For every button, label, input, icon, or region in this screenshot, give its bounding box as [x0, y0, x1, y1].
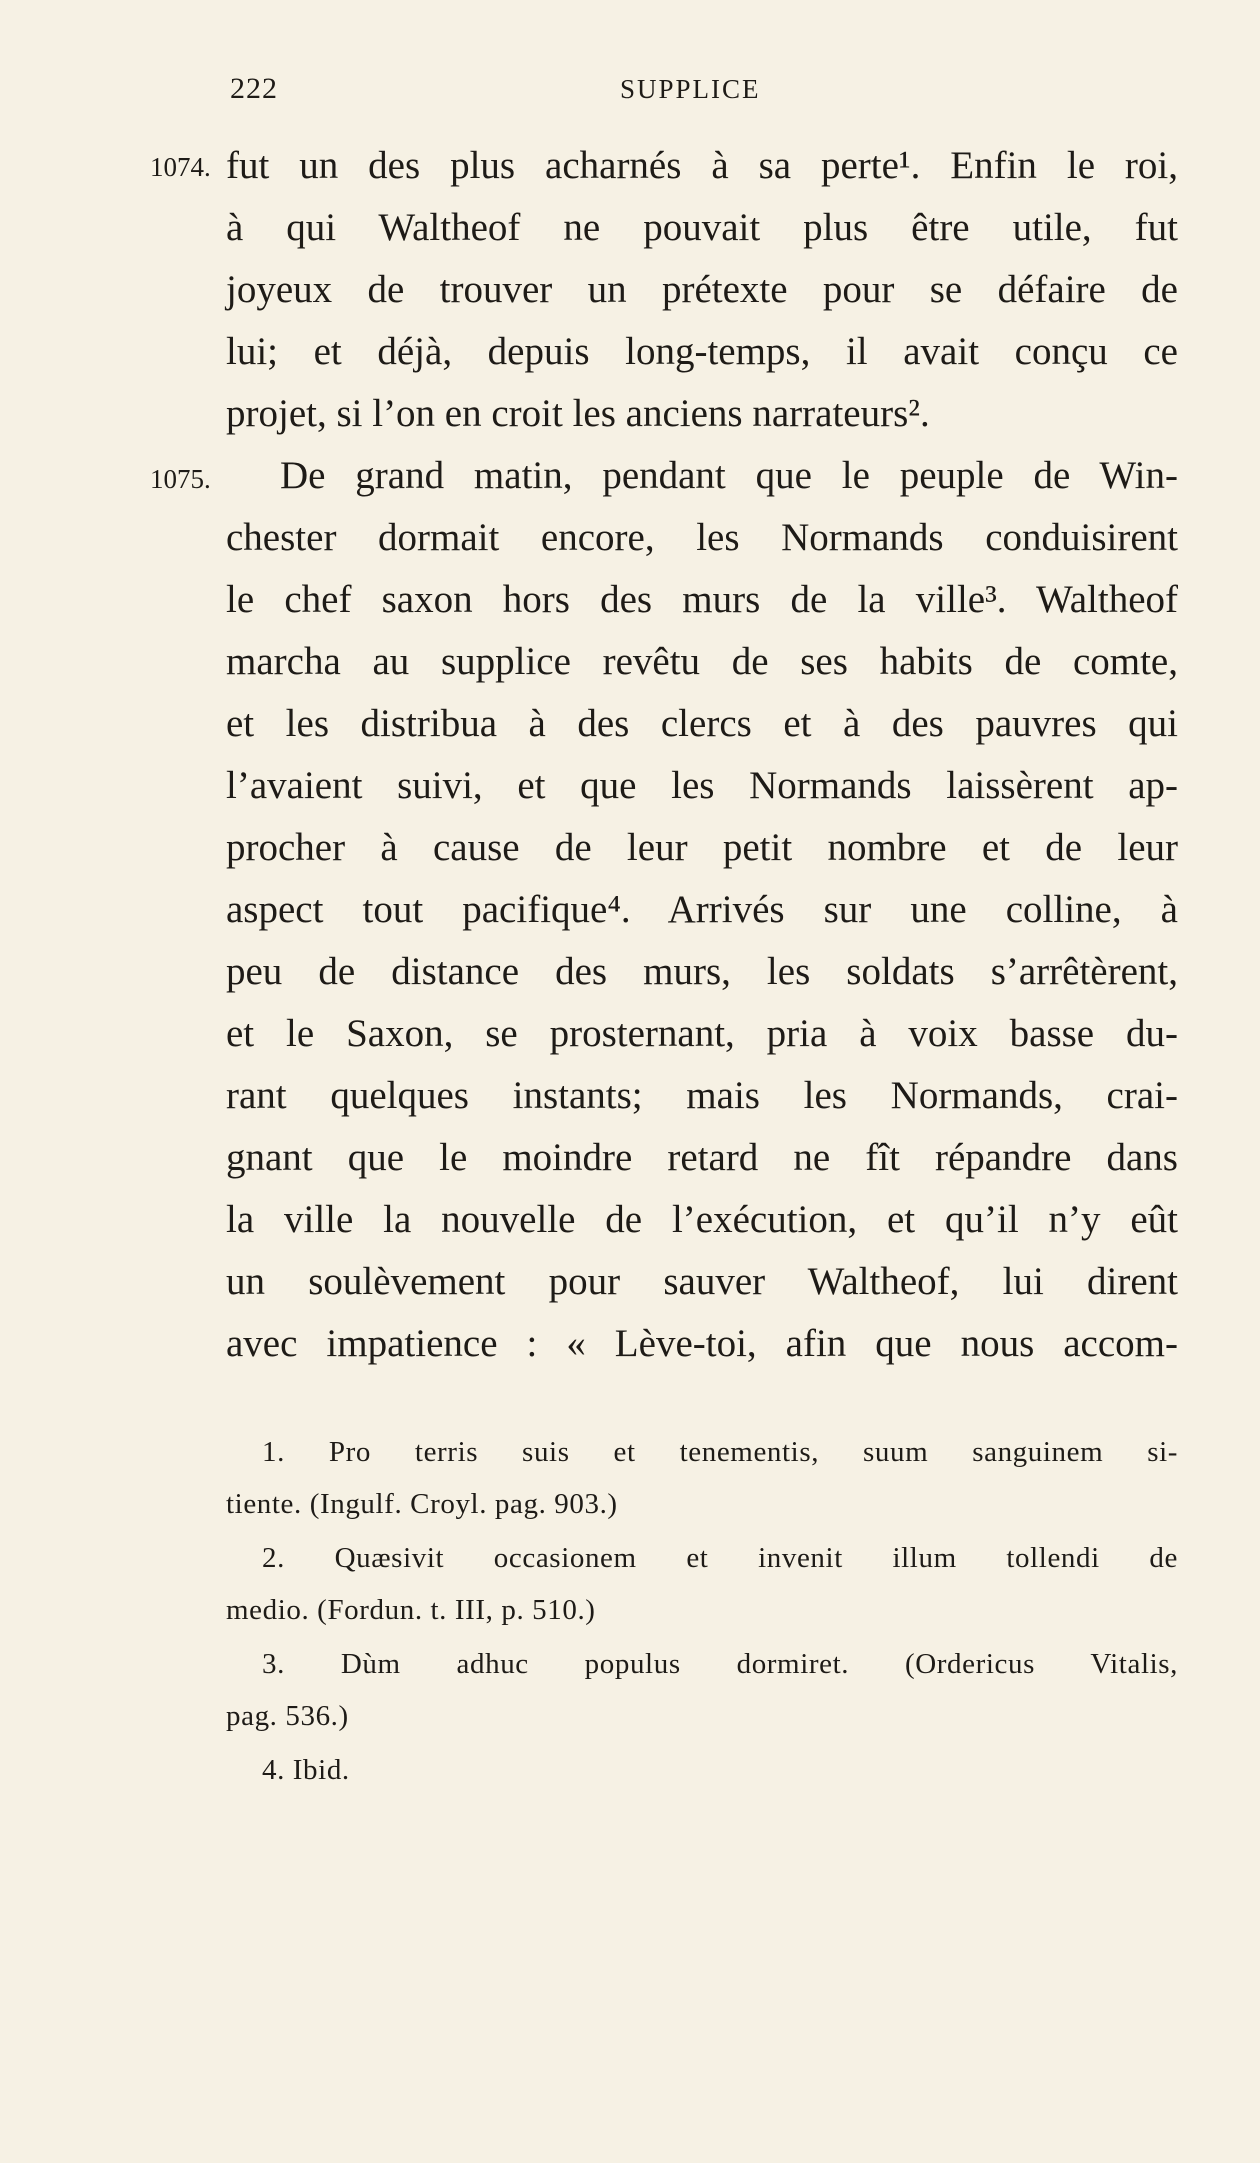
body-line: un soulèvement pour sauver Waltheof, lui dirent — [226, 1260, 1178, 1303]
body-line: De grand matin, pendant que le peuple de Win- — [280, 454, 1178, 497]
running-head — [0, 72, 1260, 112]
body-line: avec impatience : « Lève-toi, afin que nous accom- — [226, 1322, 1178, 1365]
footnote-4: 4. Ibid. — [262, 1754, 350, 1786]
body-line: marcha au supplice revêtu de ses habits de comte, — [226, 640, 1178, 683]
footnote-3-cont: pag. 536.) — [226, 1700, 349, 1732]
footnote-2: 2. Quæsivit occasionem et invenit illum tollendi de — [262, 1542, 1178, 1574]
body-line: joyeux de trouver un prétexte pour se défaire de — [226, 268, 1178, 311]
margin-year-1074: 1074. — [150, 152, 211, 182]
body-line: aspect tout pacifique⁴. Arrivés sur une colline, à — [226, 888, 1178, 931]
body-line: l’avaient suivi, et que les Normands laissèrent ap- — [226, 764, 1178, 807]
body-line: chester dormait encore, les Normands conduisirent — [226, 516, 1178, 559]
body-line: gnant que le moindre retard ne fît répandre dans — [226, 1136, 1178, 1179]
margin-year-1075: 1075. — [150, 464, 211, 494]
footnote-3: 3. Dùm adhuc populus dormiret. (Ordericus Vitalis, — [262, 1648, 1178, 1680]
body-line: rant quelques instants; mais les Normands, crai- — [226, 1074, 1178, 1117]
body-line: la ville la nouvelle de l’exécution, et qu’il n’y eût — [226, 1198, 1178, 1241]
body-line: et le Saxon, se prosternant, pria à voix basse du- — [226, 1012, 1178, 1055]
running-title: SUPPLICE — [620, 74, 761, 104]
body-line: fut un des plus acharnés à sa perte¹. Enfin le roi, — [226, 144, 1178, 187]
body-line: projet, si l’on en croit les anciens narrateurs². — [226, 392, 930, 435]
footnote-1: 1. Pro terris suis et tenementis, suum sanguinem si- — [262, 1436, 1178, 1468]
body-line: peu de distance des murs, les soldats s’arrêtèrent, — [226, 950, 1178, 993]
body-line: lui; et déjà, depuis long-temps, il avait conçu ce — [226, 330, 1178, 373]
body-line: procher à cause de leur petit nombre et de leur — [226, 826, 1178, 869]
body-line: et les distribua à des clercs et à des pauvres qui — [226, 702, 1178, 745]
footnote-2-cont: medio. (Fordun. t. III, p. 510.) — [226, 1594, 596, 1626]
page-number: 222 — [230, 72, 278, 105]
footnote-1-cont: tiente. (Ingulf. Croyl. pag. 903.) — [226, 1488, 618, 1520]
body-line: le chef saxon hors des murs de la ville³. Waltheof — [226, 578, 1178, 621]
body-line: à qui Waltheof ne pouvait plus être utile, fut — [226, 206, 1178, 249]
